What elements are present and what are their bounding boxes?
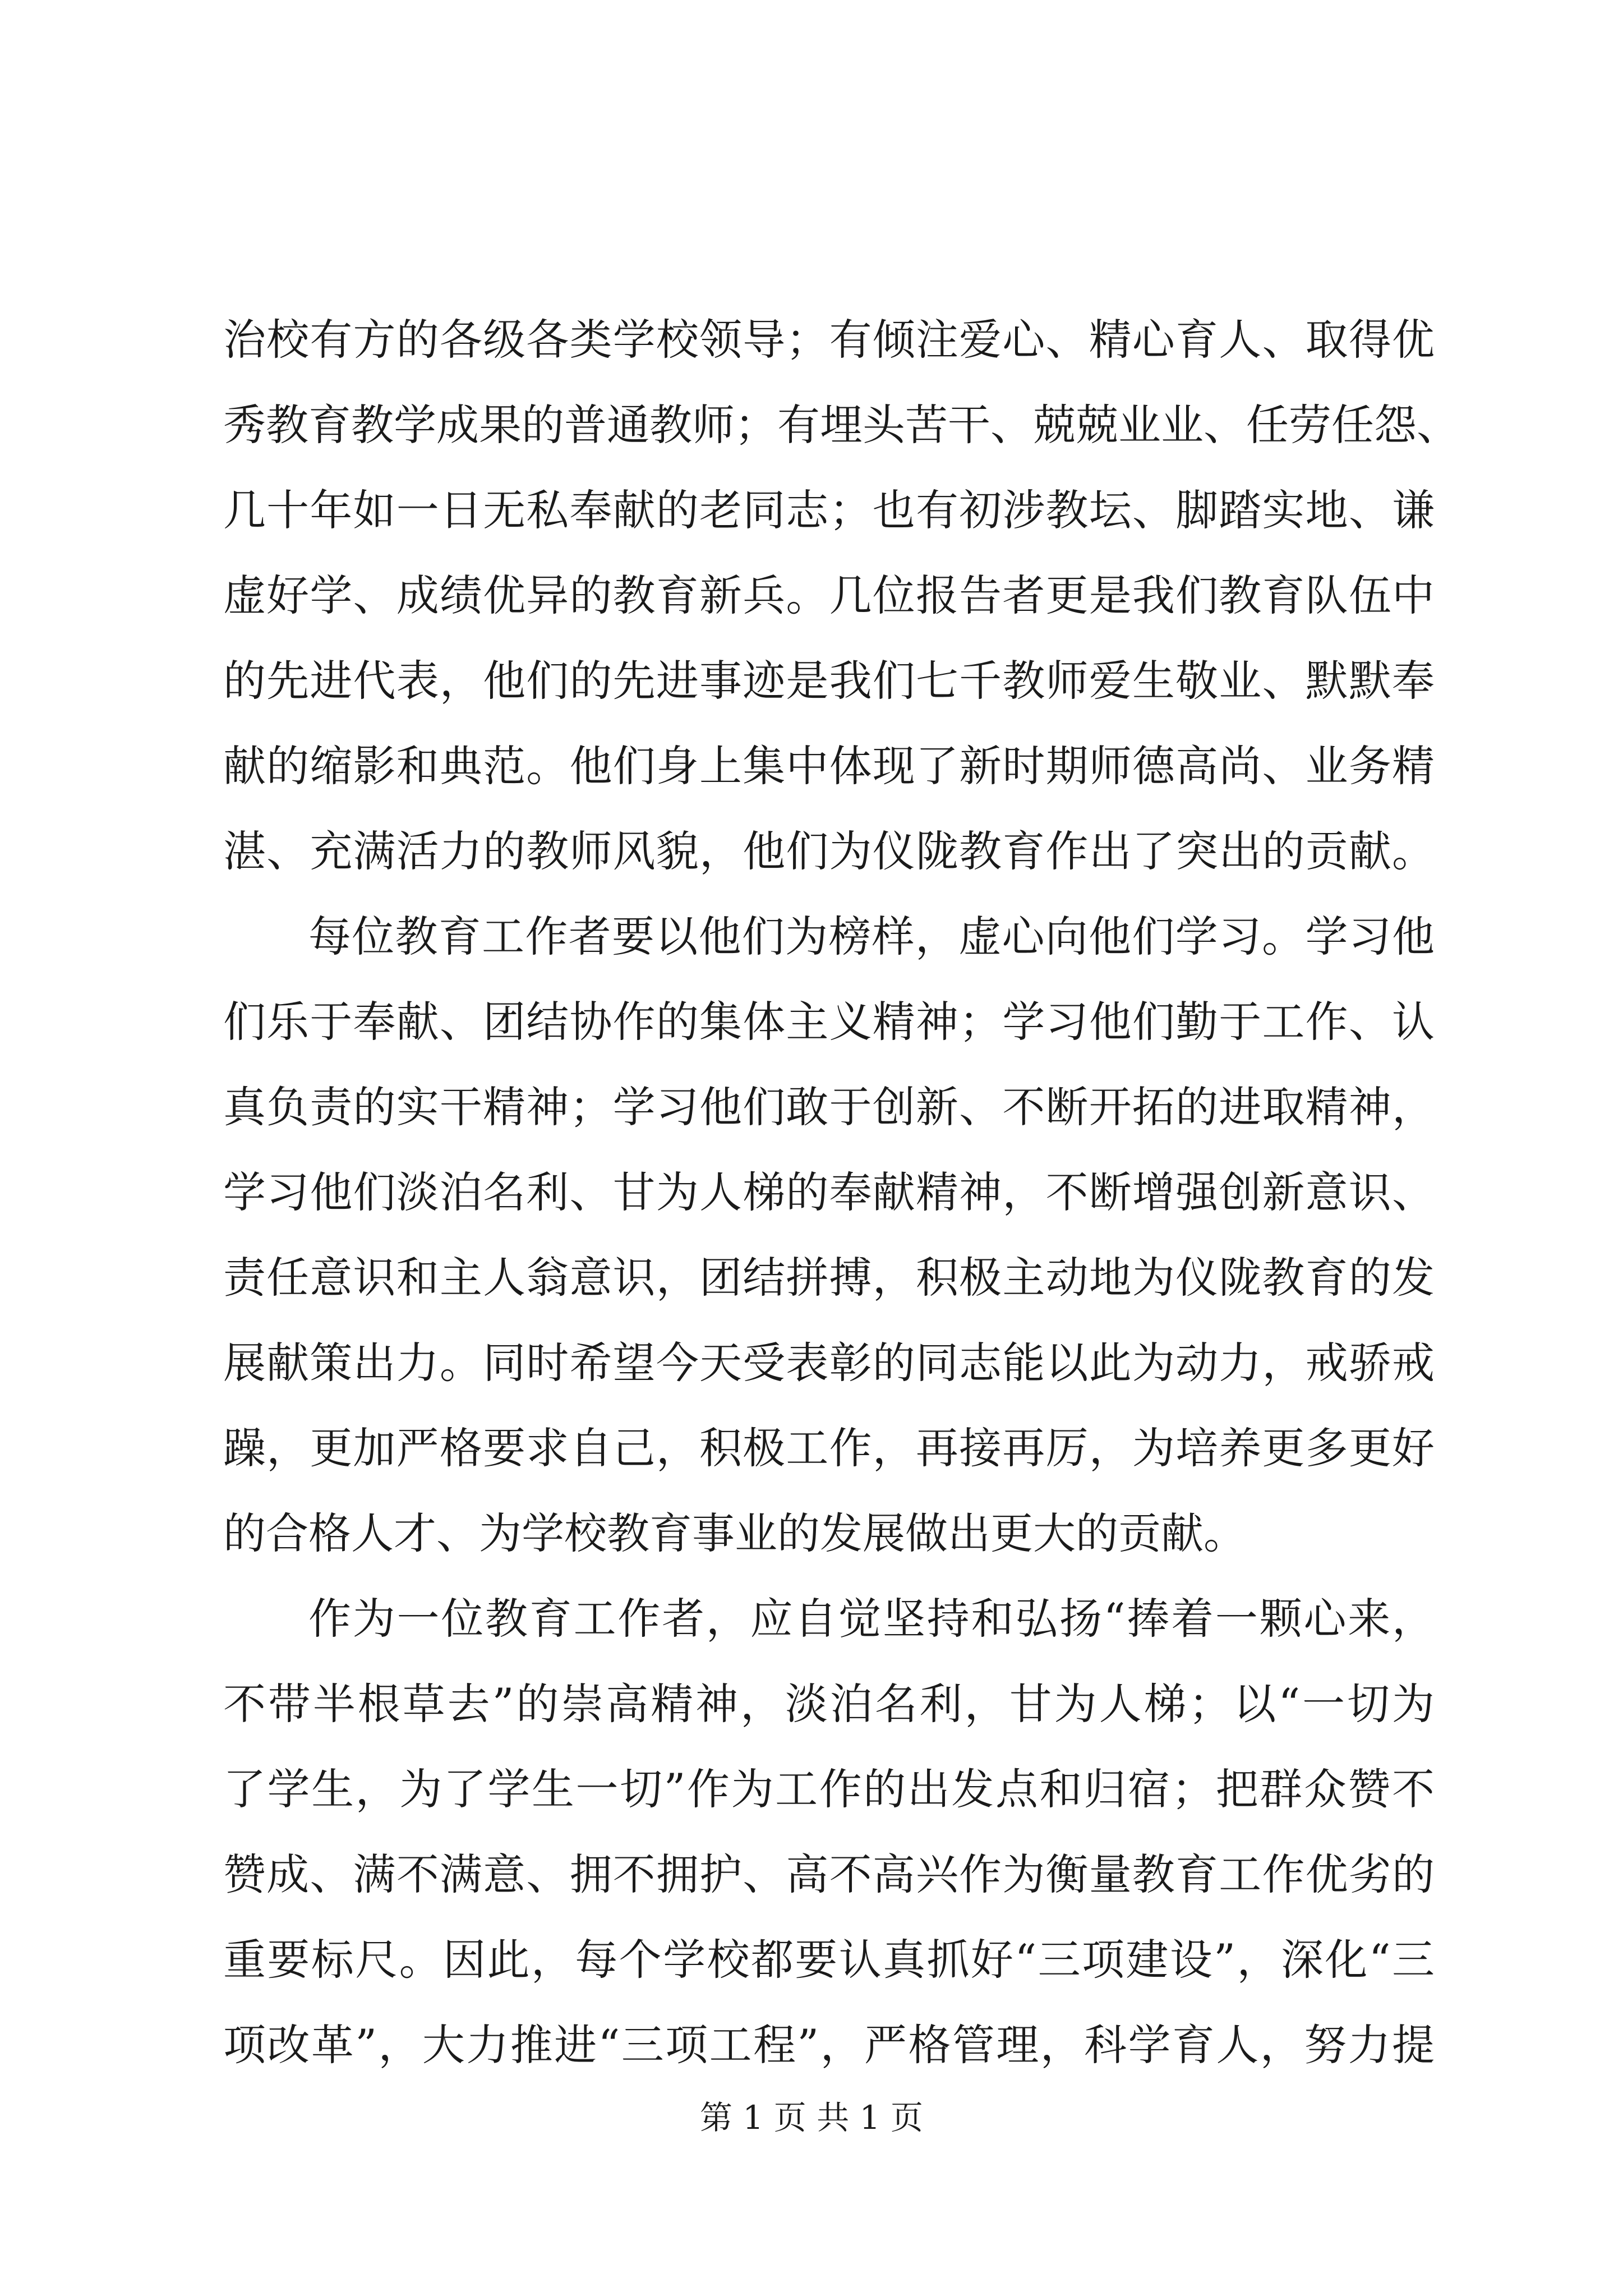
text-line: 真负责的实干精神；学习他们敢于创新、不断开拓的进取精神， [223,1082,1435,1132]
paragraph [223,894,1435,1576]
paragraph [223,297,1459,894]
text-line: 展献策出力。同时希望今天受表彰的同志能以此为动力，戒骄戒 [223,1338,1435,1388]
text-line: 的先进代表，他们的先进事迹是我们七千教师爱生敬业、默默奉 [223,656,1435,706]
document-body [223,297,1459,2088]
text-line: 项改革”，大力推进“三项工程”，严格管理，科学育人，努力提 [223,2020,1435,2070]
text-line: 献的缩影和典范。他们身上集中体现了新时期师德高尚、业务精 [223,741,1435,791]
text-line: 赞成、满不满意、拥不拥护、高不高兴作为衡量教育工作优劣的 [223,1849,1435,1899]
page-number-footer: 第 1 页 共 1 页 [700,2099,923,2137]
text-line: 重要标尺。因此，每个学校都要认真抓好“三项建设”，深化“三 [223,1935,1435,1985]
text-line: 作为一位教育工作者，应自觉坚持和弘扬“捧着一颗心来， [308,1594,1435,1644]
text-line: 秀教育教学成果的普通教师；有埋头苦干、兢兢业业、任劳任怨、 [223,400,1459,450]
text-line: 学习他们淡泊名利、甘为人梯的奉献精神，不断增强创新意识、 [223,1167,1435,1217]
text-line: 责任意识和主人翁意识，团结拼搏，积极主动地为仪陇教育的发 [223,1253,1435,1303]
text-line: 了学生，为了学生一切”作为工作的出发点和归宿；把群众赞不 [223,1764,1435,1814]
text-line: 治校有方的各级各类学校领导；有倾注爱心、精心育人、取得优 [223,315,1435,365]
text-line: 的合格人才、为学校教育事业的发展做出更大的贡献。 [223,1508,1246,1558]
paragraph [223,1576,1435,2088]
text-line: 不带半根草去”的崇高精神，淡泊名利，甘为人梯；以“一切为 [223,1679,1435,1729]
text-line: 虚好学、成绩优异的教育新兵。几位报告者更是我们教育队伍中 [223,570,1435,620]
text-line: 们乐于奉献、团结协作的集体主义精神；学习他们勤于工作、认 [223,997,1435,1047]
text-line: 湛、充满活力的教师风貌，他们为仪陇教育作出了突出的贡献。 [223,826,1435,876]
text-line: 每位教育工作者要以他们为榜样，虚心向他们学习。学习他 [308,912,1435,961]
text-line: 躁，更加严格要求自己，积极工作，再接再厉，为培养更多更好 [223,1423,1435,1473]
text-line: 几十年如一日无私奉献的老同志；也有初涉教坛、脚踏实地、谦 [223,485,1435,535]
